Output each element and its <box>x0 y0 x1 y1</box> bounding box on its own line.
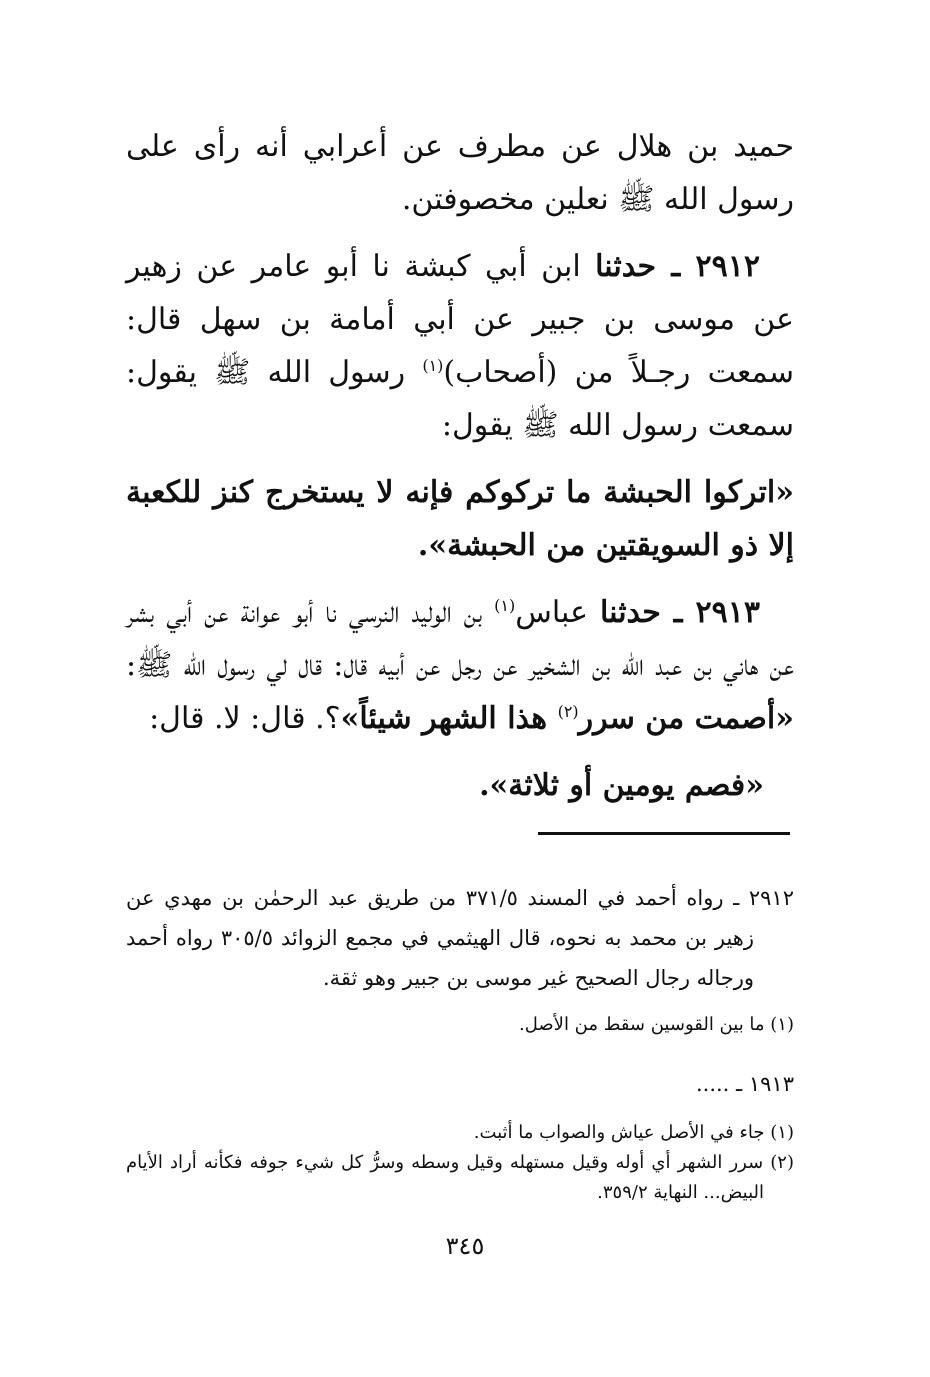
main-text <box>126 120 794 826</box>
hadith-number: ٢٩١٣ <box>695 595 760 630</box>
prophetic-quote: «اتركوا الحبشة ما تركوكم فإنه لا يستخرج كنز للكعبة إلا ذو السويقتين من الحبشة» <box>126 475 794 563</box>
footnote-ref: (١) <box>422 356 444 375</box>
footnote-ref: (١) <box>494 596 516 615</box>
footnotes <box>126 878 794 1208</box>
hadith-chain-text: عباس <box>515 595 600 630</box>
page-number: ٣٤٥ <box>445 1232 485 1260</box>
quote-end: . <box>479 768 490 803</box>
quote-end: . <box>417 528 429 563</box>
hadith-chain-text-cont: رسول الله ﷺ يقول: سمعت رسول الله ﷺ يقول: <box>126 355 794 443</box>
hadith-chain-text-cont: بن الوليد النرسي نا أبو عوانة عن أبي بشر عن هاني بن عبد الله بن الشخير عن رجل عن أبيه قال: قال لي رسول الله ﷺ: <box>126 595 794 683</box>
footnote-2912: ٢٩١٢ ـ رواه أحمد في المسند ٣٧١/٥ من طريق عبد الرحمٰن بن مهدي عن زهير بن محمد به نحوه، قال الهيثمي في مجمع الزوائد ٣٠٥/٥ رواه أحمد ورجاله رجال الصحيح غير موسى بن جبير وهو ثقة. <box>126 886 794 990</box>
hadith-2913-quote <box>126 759 794 812</box>
hadith-separator: ـ <box>656 249 696 284</box>
prophetic-question-b: هذا الشهر شيئاً» <box>340 701 558 736</box>
hadith-chain-text: ابن أبي كبشة نا أبو عامر عن زهير عن موسى بن جبير عن أبي أمامة بن سهل قال: سمعت رجـلاً من (أصحاب) <box>126 249 794 390</box>
footnote-2913-2: (٢) سرر الشهر أي أوله وقيل مستهله وقيل وسطه وسرُّ كل شيء جوفه فكأنه أراد الأيام البيض... النهاية ٣٥٩/٢. <box>126 1152 794 1203</box>
hadith-opening-word: حدثنا <box>595 249 656 284</box>
dialogue-text: ؟. قال: لا. قال: <box>149 701 341 736</box>
hadith-opening-word: حدثنا <box>600 595 661 630</box>
footnote-2913-1: (١) جاء في الأصل عياش والصواب ما أثبت. <box>473 1122 794 1143</box>
footnote-2913: ١٩١٣ ـ ..... <box>695 1072 794 1096</box>
continuation-text: حميد بن هلال عن مطرف عن أعرابي أنه رأى على رسول الله ﷺ نعلين مخصوفتن. <box>126 129 794 217</box>
hadith-2913 <box>126 586 794 745</box>
hadith-2912 <box>126 240 794 452</box>
hadith-2912-quote <box>126 466 794 572</box>
paragraph-continuation <box>126 120 794 226</box>
prophetic-quote: «فصم يومين أو ثلاثة» <box>489 768 764 803</box>
hadith-separator: ـ <box>660 595 696 630</box>
footnote-ref-2: (٢) <box>557 702 579 721</box>
footnote-divider <box>538 832 790 835</box>
prophetic-question-a: «أصمت من سرر <box>578 701 794 736</box>
hadith-number: ٢٩١٢ <box>695 249 760 284</box>
footnote-2912-1: (١) ما بين القوسين سقط من الأصل. <box>519 1014 794 1035</box>
